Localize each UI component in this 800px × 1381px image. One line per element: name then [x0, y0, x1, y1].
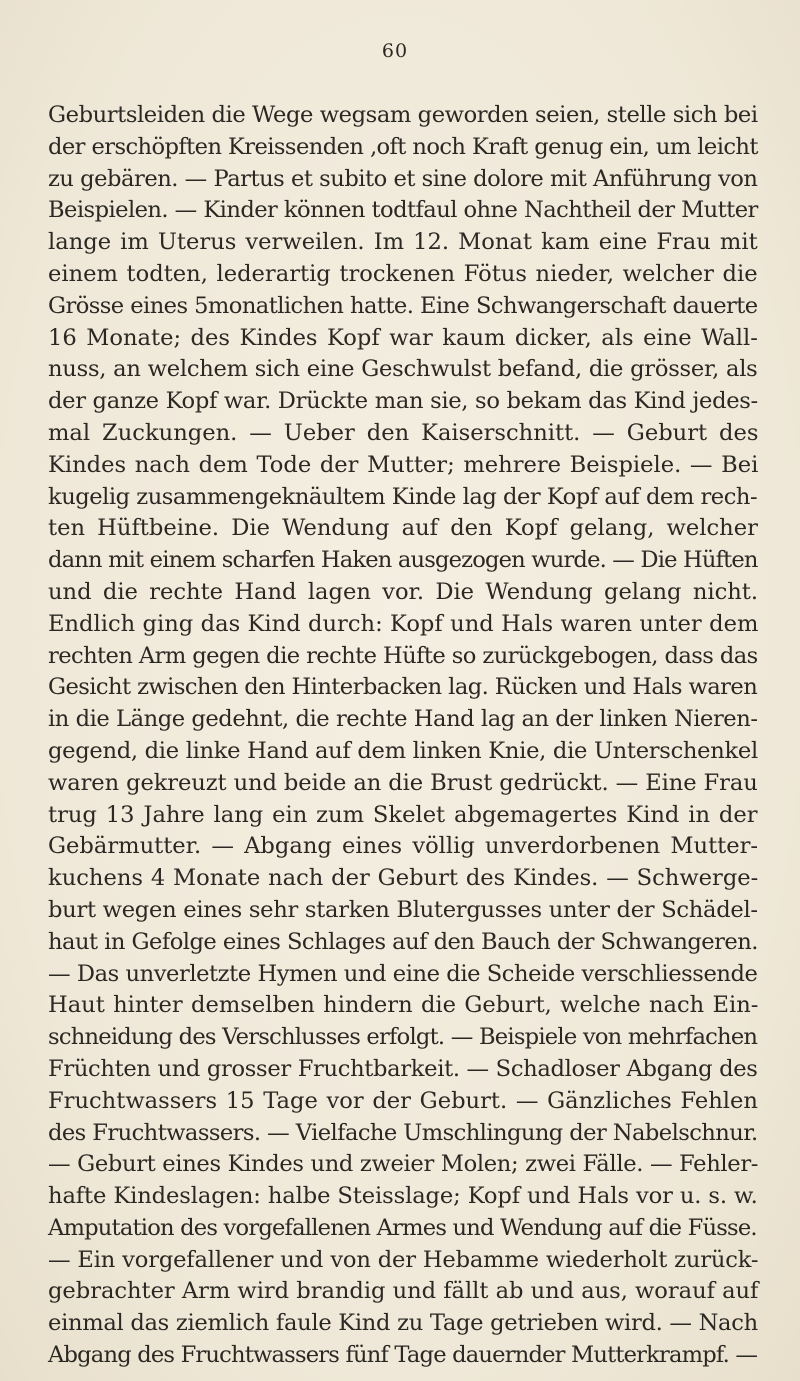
text-line: haut in Gefolge eines Schlages auf den Bauch der Schwangeren.	[48, 928, 758, 955]
text-line: Haut hinter demselben hindern die Geburt, welche nach Ein-	[48, 992, 759, 1019]
text-line: ten Hüftbeine. Die Wendung auf den Kopf gelang, welcher	[48, 515, 758, 542]
text-line: hafte Kindeslagen: halbe Steisslage; Kopf und Hals vor u. s. w.	[48, 1183, 758, 1210]
text-line: rechten Arm gegen die rechte Hüfte so zurückgebogen, dass das	[48, 642, 758, 669]
text-line: Gesicht zwischen den Hinterbacken lag. Rücken und Hals waren	[48, 674, 758, 701]
text-line: schneidung des Verschlusses erfolgt. — Beispiele von mehrfachen	[48, 1024, 758, 1051]
text-line: lange im Uterus verweilen. Im 12. Monat kam eine Frau mit	[48, 229, 758, 256]
text-line: Kindes nach dem Tode der Mutter; mehrere Beispiele. — Bei	[48, 451, 759, 478]
text-line: mal Zuckungen. — Ueber den Kaiserschnitt. — Geburt des	[48, 419, 759, 446]
text-line: gebrachter Arm wird brandig und fällt ab und aus, worauf auf	[48, 1278, 759, 1305]
text-line: einmal das ziemlich faule Kind zu Tage getrieben wird. — Nach	[48, 1310, 758, 1337]
text-line: des Fruchtwassers. — Vielfache Umschlingung der Nabelschnur.	[48, 1119, 758, 1146]
body-text	[48, 100, 758, 1372]
text-line: Abgang des Fruchtwassers fünf Tage dauernder Mutterkrampf. —	[48, 1342, 758, 1369]
text-line: burt wegen eines sehr starken Blutergusses unter der Schädel-	[48, 896, 758, 923]
text-line: zu gebären. — Partus et subito et sine dolore mit Anführung von	[48, 165, 758, 192]
text-line: gegend, die linke Hand auf dem linken Knie, die Unterschenkel	[48, 737, 758, 764]
text-line: und die rechte Hand lagen vor. Die Wendung gelang nicht.	[48, 578, 759, 605]
text-line: kuchens 4 Monate nach der Geburt des Kindes. — Schwerge-	[48, 865, 759, 892]
text-line: kugelig zusammengeknäultem Kinde lag der Kopf auf dem rech-	[48, 483, 758, 510]
text-line: Amputation des vorgefallenen Armes und Wendung auf die Füsse.	[48, 1214, 757, 1241]
text-line: Gebärmutter. — Abgang eines völlig unverdorbenen Mutter-	[48, 833, 759, 860]
text-line: Beispielen. — Kinder können todtfaul ohne Nachtheil der Mutter	[48, 197, 758, 224]
text-line: in die Länge gedehnt, die rechte Hand lag an der linken Nieren-	[48, 706, 758, 733]
text-line: der ganze Kopf war. Drückte man sie, so bekam das Kind jedes-	[48, 388, 758, 415]
text-line: — Ein vorgefallener und von der Hebamme wiederholt zurück-	[48, 1246, 759, 1273]
text-line: nuss, an welchem sich eine Geschwulst befand, die grösser, als	[48, 356, 758, 383]
text-line: Endlich ging das Kind durch: Kopf und Hals waren unter dem	[48, 610, 759, 637]
text-line: — Das unverletzte Hymen und eine die Scheide verschliessende	[48, 960, 758, 987]
text-line: Grösse eines 5monatlichen hatte. Eine Schwangerschaft dauerte	[48, 292, 758, 319]
text-line: dann mit einem scharfen Haken ausgezogen wurde. — Die Hüften	[48, 547, 758, 574]
text-line: trug 13 Jahre lang ein zum Skelet abgemagertes Kind in der	[48, 801, 758, 828]
text-line: Geburtsleiden die Wege wegsam geworden seien, stelle sich bei	[48, 102, 758, 128]
text-line: Früchten und grosser Fruchtbarkeit. — Schadloser Abgang des	[48, 1055, 758, 1082]
page-number: 60	[381, 40, 409, 62]
text-line: 16 Monate; des Kindes Kopf war kaum dicker, als eine Wall-	[48, 324, 758, 351]
text-line: einem todten, lederartig trockenen Fötus nieder, welcher die	[48, 260, 758, 287]
text-line: waren gekreuzt und beide an die Brust gedrückt. — Eine Frau	[48, 769, 758, 796]
text-line: der erschöpften Kreissenden ‚oft noch Kraft genug ein, um leicht	[48, 133, 758, 160]
text-line: — Geburt eines Kindes und zweier Molen; zwei Fälle. — Fehler-	[48, 1151, 759, 1178]
text-line: Fruchtwassers 15 Tage vor der Geburt. — Gänzliches Fehlen	[48, 1087, 758, 1114]
